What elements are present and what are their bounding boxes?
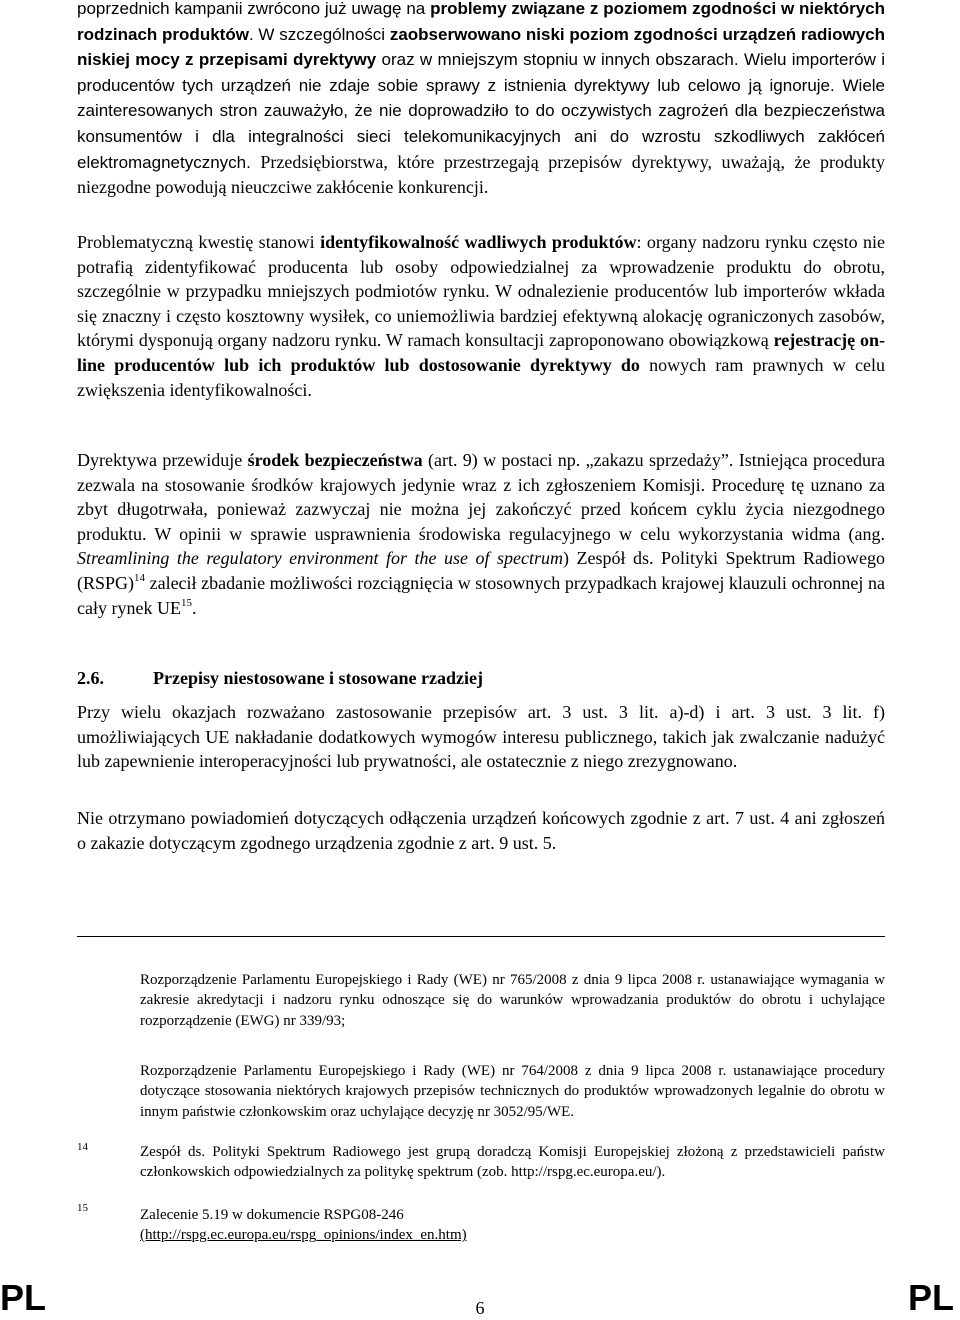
rspg-opinions-link[interactable]: (http://rspg.ec.europa.eu/rspg_opinions/index_en.htm) [140,1227,467,1244]
section-number: 2.6. [77,668,104,688]
language-code-left: PL [0,1277,47,1318]
bold-phrase: problemy związane z poziomem zgodności w niektórych rodzinach produktów [77,0,885,44]
footnote-14: Zespół ds. Polityki Spektrum Radiowego jest grupą doradczą Komisji Europejskiej złożoną z przedstawicieli państw członkowskich odpowiedzialnych za politykę spektrum (zob. http://rspg.ec.europa.eu/). [140,1144,885,1181]
footnote-number-15: 15 [77,1202,88,1214]
footnote-15: Zalecenie 5.19 w dokumencie RSPG08-246 (http://rspg.ec.europa.eu/rspg_opinions/index_en.htm) [140,1207,467,1244]
paragraph-compliance: poprzednich kampanii zwrócono już uwagę na problemy związane z poziomem zgodności w niektórych rodzinach produktów. W szczególności zaobserwowano niski poziom zgodności urządzeń radiowych niskiej mocy z przepisami dyrektywy oraz w mniejszym stopniu w innych obszarach. Wielu importerów i producentów tych urządzeń nie zdaje sobie sprawy z istnienia dyrektywy lub celowo ją ignoruje. Wiele zainteresowanych stron zauważyło, że nie doprowadziło to do oczywistych zagrożeń dla bezpieczeństwa konsumentów i dla integralności sieci telekomunikacyjnych ani do wzrostu szkodliwych zakłóceń elektromagnetycznych. Przedsiębiorstwa, które przestrzegają przepisów dyrektywy, uważają, że produkty niezgodne powodują nieuczciwe zakłócenie konkurencji. [77,0,885,198]
paragraph-rare-provisions: Przy wielu okazjach rozważano zastosowanie przepisów art. 3 ust. 3 lit. a)-d) i art. 3 ust. 3 lit. f) umożliwiających UE nakładanie dodatkowych wymogów interesu publicznego, takich jak zwalczanie nadużyć lub zapewnienie interoperacyjności lub prywatności, ale ostatecznie z niego zrezygnowano. [77,702,885,772]
page-number: 6 [475,1298,485,1318]
section-title: Przepisy niestosowane i stosowane rzadziej [153,668,483,688]
footnote-ref-14[interactable]: 14 [134,571,146,584]
footnote-regulation-764: Rozporządzenie Parlamentu Europejskiego i Rady (WE) nr 764/2008 z dnia 9 lipca 2008 r. ustanawiające procedury dotyczące stosowania niektórych krajowych przepisów technicznych do produktów wprowadzonych legalnie do obrotu w innym państwie członkowskim oraz uchylające decyzję nr 3052/95/WE. [140,1063,885,1120]
language-code-right: PL [907,1277,954,1318]
bold-phrase: środek bezpieczeństwa [247,450,423,470]
section-heading [77,666,885,690]
bold-phrase: identyfikowalność wadliwych produktów [320,232,637,252]
footnote-number-14: 14 [77,1141,88,1153]
paragraph-notifications: Nie otrzymano powiadomień dotyczących odłączenia urządzeń końcowych zgodnie z art. 7 ust. 4 ani zgłoszeń o zakazie dotyczącym zgodnego urządzenia zgodnie z art. 9 ust. 5. [77,808,885,853]
paragraph-safeguard: Dyrektywa przewiduje środek bezpieczeństwa (art. 9) w postaci np. „zakazu sprzedaży”. Istniejąca procedura zezwala na stosowanie środków krajowych jedynie wraz z ich zgłoszeniem Komisji. Procedurę tę uznano za zbyt długotrwała, ponieważ zazwyczaj nie można jej zakończyć przed końcem cyklu życia niezgodnego produktu. W opinii w sprawie usprawnienia środowiska regulacyjnego w celu wykorzystania widma (ang. Streamlining the regulatory environment for the use of spectrum) Zespół ds. Polityki Spektrum Radiowego (RSPG)$^{14}$ zalecił zbadanie możliwości rozciągnięcia w stosownych przypadkach krajowej klauzuli ochronnej na cały rynek UE$^{15}$. [77,450,885,618]
footnote-regulation-765: Rozporządzenie Parlamentu Europejskiego i Rady (WE) nr 765/2008 z dnia 9 lipca 2008 r. ustanawiające wymagania w zakresie akredytacji i nadzoru rynku odnoszące się do warunków wprowadzania produktów do obrotu i uchylające rozporządzenie (EWG) nr 339/93; [140,972,885,1029]
footnote-divider [77,936,885,937]
paragraph-traceability: Problematyczną kwestię stanowi identyfikowalność wadliwych produktów: organy nadzoru rynku często nie potrafią zidentyfikować producenta lub osoby odpowiedzialnej za wprowadzenie produktu do obrotu, szczególnie w przypadku mniejszych podmiotów rynku. W odnalezienie producentów lub importerów wkłada się znaczny i często kosztowny wysiłek, co uniemożliwia bardziej efektywną alokację ograniczonych zasobów, którymi dysponują organy nadzoru rynku. W ramach konsultacji zaproponowano obowiązkową rejestrację on-line producentów lub ich produktów lub dostosowanie dyrektywy do nowych ram prawnych w celu zwiększenia identyfikowalności. [77,232,886,400]
footnote-ref-15[interactable]: 15 [180,596,192,609]
italic-title: Streamlining the regulatory environment for the use of spectrum [77,548,563,569]
bold-phrase: rejestrację on-line producentów lub ich produktów lub dostosowanie dyrektywy do [77,330,885,375]
bold-phrase: zaobserwowano niski poziom zgodności urządzeń radiowych niskiej mocy z przepisami dyrektywy [77,24,885,70]
